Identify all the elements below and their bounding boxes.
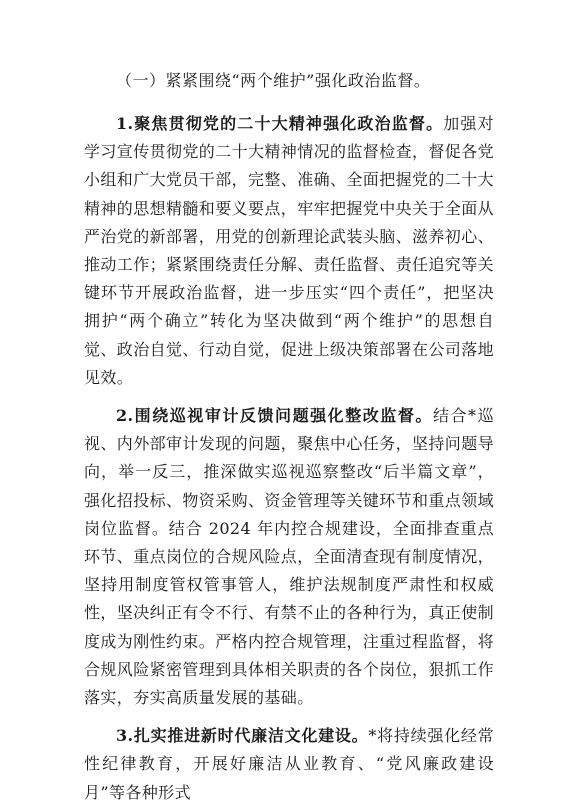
paragraph-3-lead: 3.扎实推进新时代廉洁文化建设。 bbox=[116, 726, 369, 746]
paragraph-2-lead: 2.围绕巡视审计反馈问题强化整改监督。 bbox=[116, 406, 433, 426]
paragraph-3-body: *将持续强化经常性纪律教育，开展好廉洁从业教育、“党风廉政建设月”等各种形式 bbox=[84, 726, 495, 802]
paragraph-1-body: 加强对学习宣传贯彻党的二十大精神情况的监督检查，督促各党小组和广大党员干部，完整、准确、全面把握党的二十大精神的思想精髓和要义要点，牢牢把握党中央关于全面从严治党的新部署，用党的创新理论武装头脑、滋养初心、推动工作；紧紧围绕责任分解、责任监督、责任追究等关键环节开展政治监督，进一步压实“四个责任”，把坚决拥护“两个确立”转化为坚决做到“两个维护”的思想自觉、政治自觉、行动自觉，促进上级决策部署在公司落地见效。 bbox=[84, 114, 495, 387]
paragraph-3 bbox=[84, 722, 494, 807]
paragraph-2 bbox=[84, 402, 494, 712]
paragraph-1 bbox=[84, 110, 494, 392]
section-heading: （一）紧紧围绕“两个维护”强化政治监督。 bbox=[116, 71, 431, 90]
paragraph-1-lead: 1.聚焦贯彻党的二十大精神强化政治监督。 bbox=[116, 114, 444, 133]
paragraph-2-body: 结合*巡视、内外部审计发现的问题，聚焦中心任务，坚持问题导向，举一反三，推深做实巡视巡察整改“后半篇文章”，强化招投标、物资采购、资金管理等关键环节和重点领域岗位监督。结合 2024 年内控合规建设，全面排查重点环节、重点岗位的合规风险点，全面清查现有制度情况，坚持用制度管权管事管人，维护法规制度严肃性和权威性，坚决纠正有令不行、有禁不止的各种行为，真正使制度成为刚性约束。严格内控合规管理，注重过程监督，将合规风险紧密管理到具体相关职责的各个岗位，狠抓工作落实，夯实高质量发展的基础。 bbox=[84, 406, 495, 708]
